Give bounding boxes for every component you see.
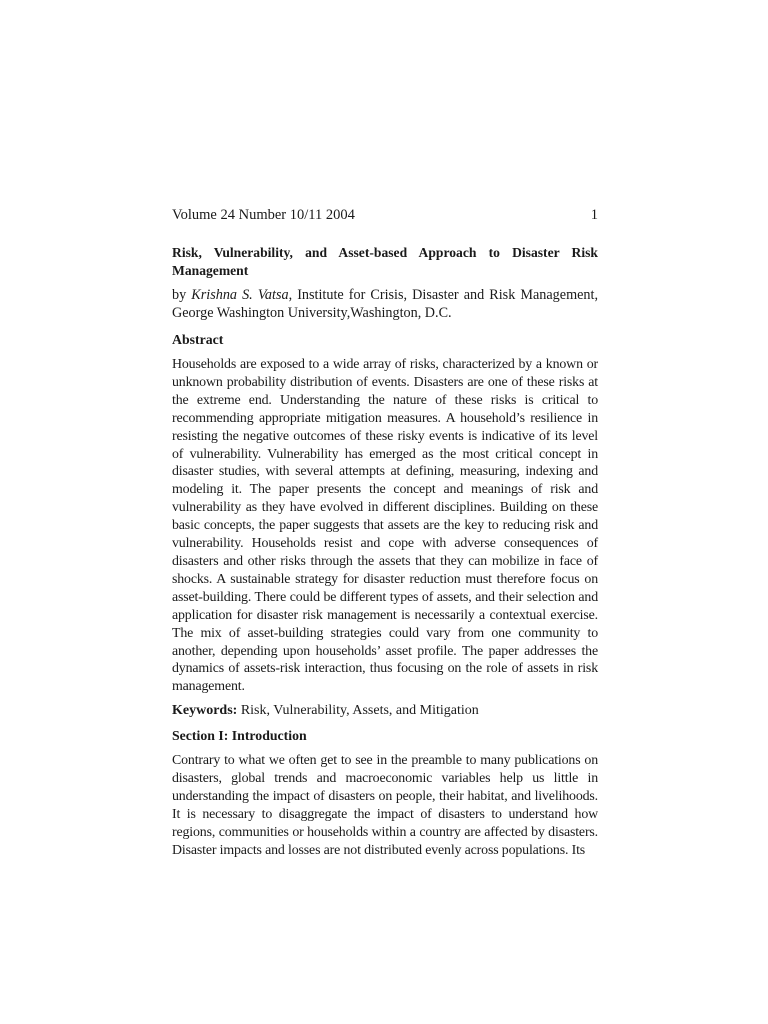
- keywords-label: Keywords:: [172, 703, 238, 719]
- section-introduction-heading: Section I: Introduction: [172, 728, 307, 744]
- page-number: 1: [590, 207, 598, 223]
- author-name: Krishna S. Vatsa: [191, 287, 289, 303]
- paper-page: [172, 206, 598, 866]
- abstract-text: Households are exposed to a wide array of risks, characterized by a known or unknown probability distribution of events. Disasters are one of these risks at the extreme end. Understanding the nature of these risks is critical to recommending appropriate mitigation measures. A household’s resilience in resisting the negative outcomes of these risky events is indicative of its level of vulnerability. Vulnerability has emerged as the most critical concept in disaster studies, with several attempts at defining, measuring, indexing and modeling it. The paper presents the concept and meanings of risk and vulnerability as they have evolved in different disciplines. Building on these basic concepts, the paper suggests that assets are the key to reducing risk and vulnerability. Households resist and cope with adverse consequences of disasters and other risks through the assets that they can mobilize in face of shocks. A sustainable strategy for disaster reduction must therefore focus on asset-building. There could be different types of assets, and their selection and application for disaster risk management is necessarily a contextual exercise. The mix of asset-building strategies could vary from one community to another, depending upon households’ asset profile. The paper addresses the dynamics of assets-risk interaction, thus focusing on the role of assets in risk management.: [172, 357, 598, 695]
- article-title: Risk, Vulnerability, and Asset-based Approach to Disaster Risk Management: [172, 245, 598, 278]
- keywords-text: Risk, Vulnerability, Assets, and Mitigation: [237, 703, 479, 719]
- running-header: [172, 206, 598, 224]
- keywords: [172, 702, 598, 720]
- abstract-heading: Abstract: [172, 332, 224, 347]
- byline-prefix: by: [172, 287, 192, 303]
- journal-volume-line: Volume 24 Number 10/11 2004: [172, 207, 355, 223]
- byline: [172, 287, 598, 322]
- section-introduction-text: Contrary to what we often get to see in the preamble to many publications on disasters, global trends and macroeconomic variables help us little in understanding the impact of disasters on people, their habitat, and livelihoods. It is necessary to disaggregate the impact of disasters to understand how regions, communities or households within a country are affected by disasters. Disaster impacts and losses are not distributed evenly across populations. Its: [172, 753, 598, 858]
- author-affiliation: , Institute for Crisis, Disaster and Risk Management, George Washington University,Washington, D.C.: [172, 287, 598, 321]
